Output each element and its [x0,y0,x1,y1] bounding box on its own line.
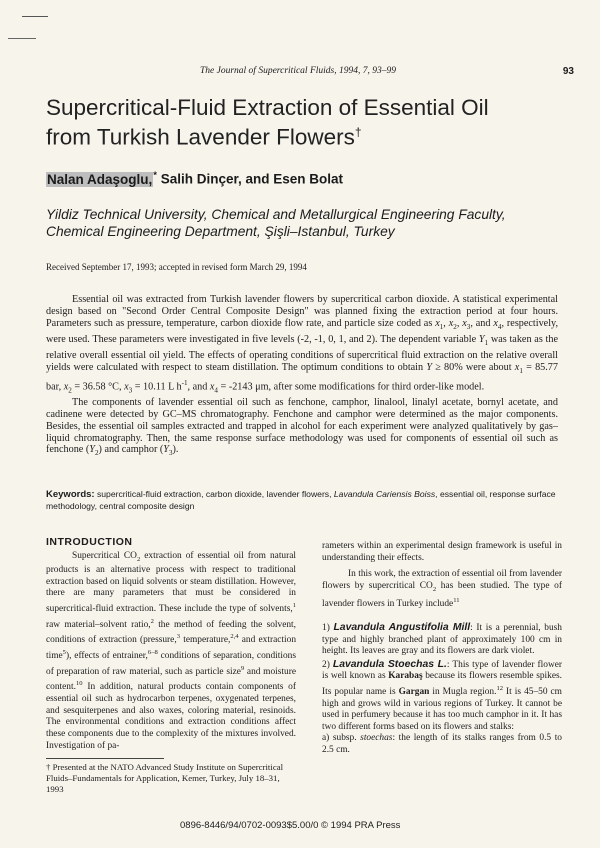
var-sub: 4 [214,385,218,394]
title-dagger: † [354,125,362,139]
var-sub: 3 [466,322,471,331]
sub-list-item [322,733,562,756]
abstract-text: , respectively, were used. These parameters were investigated in five levels (-2, -1, 0, 1, and 2). The dependent variable [46,317,559,345]
var: Y [89,444,95,456]
footnote [46,762,296,794]
abstract-paragraph-1 [46,294,558,397]
var: Y [478,333,485,345]
ref: 5 [62,649,66,656]
var-sub: 1 [439,322,444,331]
body-text: conditions of separation, conditions of preparation of raw material, such as particle size [46,651,296,677]
ref: 9 [240,664,245,672]
body-text: : the length of its stalks ranges from 0.5 to 2.5 cm. [322,733,562,756]
var-sub: 2 [68,385,72,394]
abstract-text: , [443,317,449,329]
bold-term: Gargan [398,687,430,698]
right-column [322,541,562,757]
body-text: the method of feeding the solvent, conditions of extraction (pressure, [46,619,296,646]
keywords-text: , essential oil, response surface methodology, central composite design [46,489,556,511]
author-highlighted: Nalan Adaşoglu, [47,171,153,187]
abstract-text: = 85.77 bar, [46,361,558,392]
var-sup: -1 [181,378,188,387]
abstract-text: Essential oil was extracted from Turkish lavender flowers by supercritical carbon dioxide. A statistical experimental design based on "Second Order Central Composite Design" was planned fixing the extraction period at four hours. Parameters such as pressure, temperature, carbon dioxide flow rate, and particle size coded as [46,294,558,329]
var: x [462,317,467,329]
species-name: Lavandula Stoechas L. [332,658,447,670]
body-text: Supercritical CO [72,550,137,561]
body-text: raw material–solvent ratio, [46,619,151,630]
affiliation-line-1: Yildiz Technical University, Chemical and Metallurgical Engineering Faculty, [46,207,506,222]
keywords [46,489,560,512]
abstract-text: The components of lavender essential oil such as fenchone, camphor, linalool, linalyl acetate, bornyl acetate, and cadinene were detected by GC–MS chromatography. Fenchone and camphor were determined as the major components. Besides, the essential oil samples extracted and trapped in alcohol for each experiment were analyzed qualitatively by gas–liquid chromatography. Then, the same response surface methodology was used for components of essential oil such as fenchone ( [46,396,558,456]
list-item [322,659,562,734]
received-dates: Received September 17, 1993; accepted in revised form March 29, 1994 [46,262,307,272]
body-text: : It is a perennial, bush type and highly branched plant of approximately 100 cm in height. Its leaves are gray and its flowers are dark violet. [322,622,562,657]
article-title [46,95,566,150]
var-sub: 1 [484,338,489,347]
abstract-text: ). [172,444,179,456]
margin-mark [8,38,36,39]
body-text: a) subsp. [322,733,361,744]
body-text: : This type of lavender flower is well known as [322,659,562,682]
list-item [322,622,562,658]
var: Y [163,444,169,456]
right-paragraph-1: rameters within an experimental design framework is useful in understanding their effects. [322,541,562,563]
var-sub: 2 [94,449,99,458]
body-text: in Mugla region. [429,687,497,698]
body-text: and extraction time [46,635,297,662]
body-text: extraction of essential oil from natural products is an alternative process with respect to traditional extraction based on liquid solvents or steam distillation. However, there are many parameters that must be considered in supercritical-fluid extraction. These include the type of solvents, [46,550,296,614]
abstract-paragraph-2 [46,397,558,461]
abstract [46,294,558,460]
abstract-text: , and [470,317,494,329]
abstract-text: = 36.58 °C, [71,380,125,392]
var: x [435,317,440,329]
right-paragraph-2 [322,569,562,611]
item-number: 1) [322,622,334,633]
subspecies-name: stoechas [360,733,393,744]
bold-term: Karabaş [388,671,423,682]
copyright-line: 0896-8446/94/0702-0093$5.00/0 © 1994 PRA Press [180,820,401,831]
page-number: 93 [562,66,574,77]
margin-mark [22,16,48,17]
body-text: In addition, natural products contain components of essential oil such as hydrocarbon terpenes, oxygenated terpenes, and sesquiterpenes and also waxes, coloring material, resinoids. The environmental conditions and extraction conditions affect these components due to the complexity of the mixtures involved. Investigation of pa- [46,682,296,751]
var: x [493,317,498,329]
footnote-dagger: † [46,762,53,772]
title-line-2 [46,120,566,150]
running-header: The Journal of Supercritical Fluids, 1994, 7, 93–99 [200,66,396,76]
var-sub: 1 [519,366,523,375]
ref: 2,4 [230,633,239,641]
ref: 1 [292,601,296,609]
ref: 3 [176,633,180,641]
ref: 2 [150,617,154,625]
body-text: In this work, the extraction of essential oil from lavender flowers by supercritical CO [322,569,562,591]
keywords-italic: Lavandula Cariensis Boiss [333,489,436,499]
ref: 10 [75,680,83,688]
body-text: ), effects of entrainer, [65,651,148,662]
footnote-text: Presented at the NATO Advanced Study Institute on Supercritical Fluids–Fundamentals for Application, Kemer, Turkey, July 18–31, 1993 [46,762,284,794]
body-text: It is 45–50 cm high and grows wild in various regions of Turkey. It cannot be used in perfumery because it has too much camphor in it. It has two different forms based on its flowers and stalks: [322,687,562,732]
keywords-text: supercritical-fluid extraction, carbon dioxide, lavender flowers, [94,489,334,499]
var-sub: 3 [128,385,133,394]
var: x [209,380,215,392]
abstract-text: was taken as the relative overall essential oil yield. The effects of operating conditions of supercritical fluid extraction on the relative overall yields were calculated with respect to steam distillation. The optimum conditions to obtain [46,333,558,373]
abstract-text: , and [187,380,210,392]
var-sub: 3 [168,449,173,458]
var-sub: 2 [453,322,457,331]
ref: 6–8 [147,649,158,656]
author-list [46,170,343,187]
body-text: has been studied. The type of lavender flowers in Turkey include [322,580,562,610]
affiliation [46,206,566,240]
sub: 2 [432,585,437,593]
body-text: temperature, [180,635,231,646]
left-column [46,537,296,752]
author-rest: Salih Dinçer, and Esen Bolat [156,171,344,187]
body-text: because its flowers resemble spikes. Its popular name is [322,671,562,698]
abstract-text: = 10.11 L h [132,380,182,392]
affiliation-line-2: Chemical Engineering Department, Şişli–Istanbul, Turkey [46,224,395,239]
author-star: * [153,170,157,181]
title-line-1: Supercritical-Fluid Extraction of Essential Oil [46,95,489,120]
var: Y [426,361,432,373]
title-line-2-text: from Turkish Lavender Flowers [46,124,355,150]
var-sub: 4 [497,322,502,331]
var: x [514,361,520,373]
section-heading: INTRODUCTION [46,536,133,548]
abstract-text: ) and camphor ( [98,444,164,456]
body-text: and moisture content. [46,666,296,693]
footnote-rule [46,758,164,759]
ref: 11 [453,597,460,605]
var: x [63,380,69,392]
abstract-text: ≥ 80% were about [432,361,515,373]
intro-paragraph [46,551,296,753]
species-name: Lavandula Angustifolia Mill [333,621,471,633]
keywords-label: Keywords: [46,489,95,500]
abstract-text: , [456,317,463,329]
ref: 12 [496,684,504,692]
sub: 2 [136,555,141,563]
item-number: 2) [322,659,333,670]
var: x [124,380,129,392]
var: x [448,317,454,329]
abstract-text: = -2143 μm, after some modifications for third order-like model. [217,380,485,392]
